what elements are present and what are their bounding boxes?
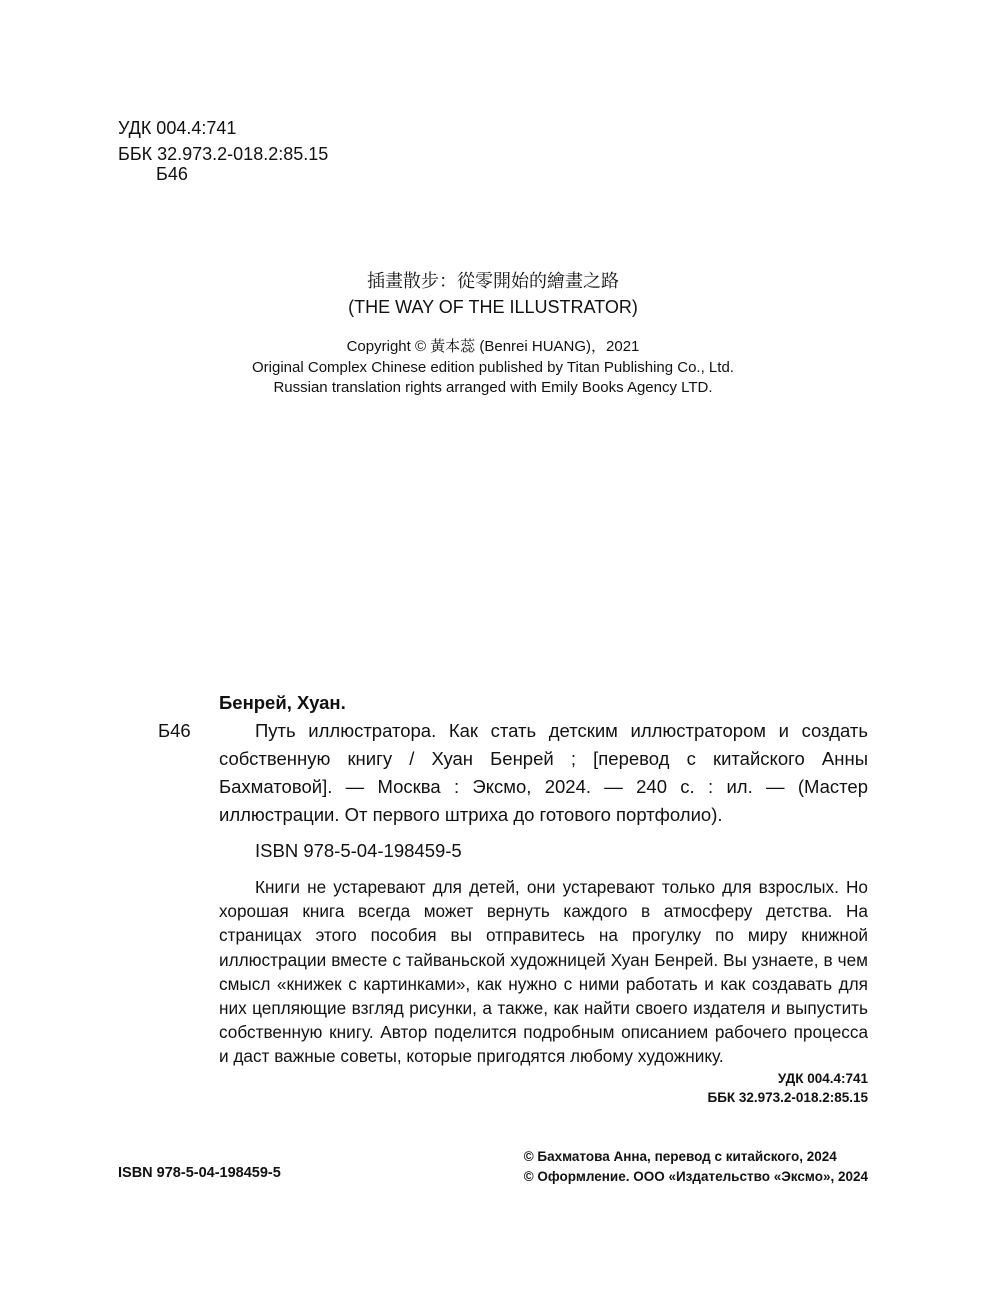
- translation-rights-line: Russian translation rights arranged with Emily Books Agency LTD.: [273, 379, 713, 396]
- original-edition-line: Original Complex Chinese edition published by Titan Publishing Co., Ltd.: [252, 358, 734, 376]
- udk-code: УДК 004.4:741: [118, 118, 237, 138]
- catalog-annotation: Книги не устаревают для детей, они устаревают только для взрослых. Но хорошая книга всегда может вернуть каждого в атмосферу детства. На страницах этого пособия вы отправитесь на прогулку по миру книжной иллюстрации вместе с тайваньской художницей Хуан Бенрей. Вы узнаете, в чем смысл «книжек с картинками», как нужно с ними работать и как создавать для них цепляющие взгляд рисунки, а также, как найти своего издателя и выпустить собственную книгу. Автор поделится подробным описанием рабочего процесса и даст важные советы, которые пригодятся любому художнику.: [219, 877, 868, 1067]
- bbk-code-bottom: ББК 32.973.2-018.2:85.15: [707, 1090, 868, 1105]
- footer-copyrights: [524, 1147, 868, 1186]
- catalog-author-sign: Б46: [158, 720, 191, 741]
- catalog-isbn: ISBN 978-5-04-198459-5: [255, 840, 462, 861]
- original-title-english: (THE WAY OF THE ILLUSTRATOR): [348, 297, 638, 317]
- copyright-translation: © Бахматова Анна, перевод с китайского, 2024: [523, 1149, 837, 1164]
- copyright-design: © Оформление. ООО «Издательство «Эксмо», 2024: [523, 1168, 868, 1184]
- catalog-entry: Путь иллюстратора. Как стать детским иллюстратором и создать собственную книгу / Хуан Бенрей ; [перевод с китайского Анны Бахматовой]. — Москва : Эксмо, 2024. — 240 с. : ил. — (Мастер иллюстрации. От первого штриха до готового портфолио).: [219, 720, 868, 825]
- original-title-block: [0, 268, 986, 320]
- catalog-author: Бенрей, Хуан.: [219, 692, 346, 713]
- udk-code-bottom: УДК 004.4:741: [777, 1071, 868, 1086]
- bbk-code: ББК 32.973.2-018.2:85.15: [118, 144, 329, 164]
- catalog-card: [219, 689, 868, 1069]
- copyright-line: Copyright © 黃本蕊 (Benrei HUANG)，2021: [346, 338, 640, 355]
- original-title-chinese: 插畫散步：從零開始的繪畫之路: [367, 271, 619, 291]
- footer-isbn: ISBN 978-5-04-198459-5: [118, 1165, 281, 1181]
- bottom-classification-codes: [707, 1069, 868, 1107]
- rights-block: [0, 337, 986, 399]
- author-sign-top: Б46: [156, 164, 188, 184]
- top-classification-codes: [118, 115, 328, 167]
